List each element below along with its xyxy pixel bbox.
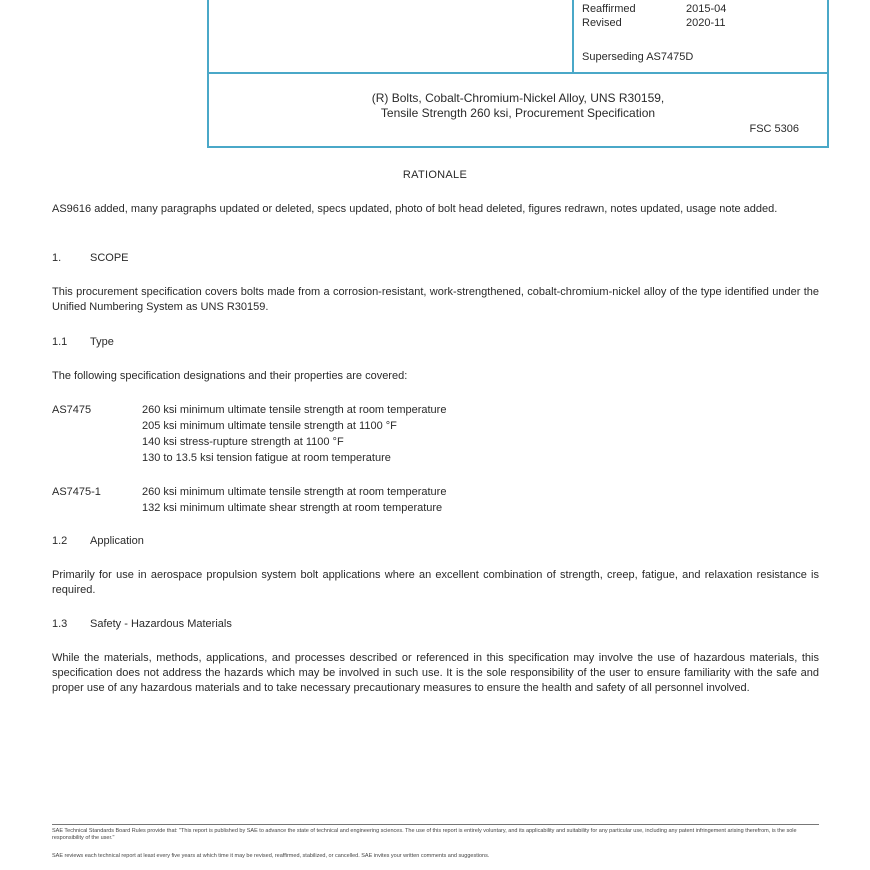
spec-designation xyxy=(52,484,752,516)
fsc-code: FSC 5306 xyxy=(749,123,799,135)
spec-property-line: 260 ksi minimum ultimate tensile strength at room temperature xyxy=(142,404,447,416)
section-heading-application xyxy=(52,535,144,547)
section-number: 1.3 xyxy=(52,618,68,630)
document-title-line2: Tensile Strength 260 ksi, Procurement Specification xyxy=(380,106,656,120)
footer-review-note: SAE reviews each technical report at least every five years at which time it may be revised, reaffirmed, stabilized, or cancelled. SAE invites your written comments and suggestions. xyxy=(52,853,490,859)
document-header-box xyxy=(207,0,829,148)
section-number: 1.2 xyxy=(52,535,68,547)
document-title-line1: (R) Bolts, Cobalt-Chromium-Nickel Alloy, UNS R30159, xyxy=(371,91,665,105)
section-heading-scope xyxy=(52,252,129,264)
rationale-heading: RATIONALE xyxy=(402,169,468,181)
section-number: 1.1 xyxy=(52,336,68,348)
date-label: Revised xyxy=(582,17,622,29)
date-row-reaffirmed xyxy=(582,2,726,16)
spec-code: AS7475-1 xyxy=(52,486,101,498)
section-title: SCOPE xyxy=(90,252,129,264)
spec-properties xyxy=(142,402,446,466)
date-value: 2015-04 xyxy=(686,3,727,15)
date-block xyxy=(582,2,726,30)
date-label: Reaffirmed xyxy=(582,3,636,15)
spec-property-line: 260 ksi minimum ultimate tensile strength at room temperature xyxy=(142,486,447,498)
footer-divider xyxy=(52,824,819,825)
application-text: Primarily for use in aerospace propulsion system bolt applications where an excellent combination of strength, creep, fatigue, and relaxation resistance is required. xyxy=(52,569,819,596)
date-row-revised xyxy=(582,16,726,30)
section-number: 1. xyxy=(52,252,62,264)
spec-designation xyxy=(52,402,752,466)
spec-property-line: 130 to 13.5 ksi tension fatigue at room temperature xyxy=(142,452,391,464)
section-heading-type xyxy=(52,336,114,348)
spec-properties xyxy=(142,484,446,516)
spec-property-line: 205 ksi minimum ultimate tensile strength at 1100 °F xyxy=(142,420,397,432)
section-title: Safety - Hazardous Materials xyxy=(90,618,232,630)
header-divider-horizontal xyxy=(209,72,827,74)
spec-code: AS7475 xyxy=(52,404,92,416)
footer-disclaimer: SAE Technical Standards Board Rules provide that: "This report is published by SAE to advance the state of technical and engineering sciences. The use of this report is entirely voluntary, and its applicability and suitability for any particular use, including any patent infringement arising therefrom, is the sole responsibility of the user." xyxy=(52,828,797,841)
type-intro-text: The following specification designations and their properties are covered: xyxy=(52,370,408,382)
document-title xyxy=(209,91,827,121)
superseding-note: Superseding AS7475D xyxy=(582,51,694,63)
section-heading-safety xyxy=(52,618,232,630)
safety-text: While the materials, methods, applications, and processes described or referenced in this specification may involve the use of hazardous materials, this specification does not address the hazards which may be involved in such use. It is the sole responsibility of the user to ensure familiarity with the safe and proper use of any hazardous materials and to take necessary precautionary measures to ensure the health and safety of all personnel involved. xyxy=(52,652,819,694)
spec-property-line: 132 ksi minimum ultimate shear strength at room temperature xyxy=(142,502,443,514)
spec-property-line: 140 ksi stress-rupture strength at 1100 °F xyxy=(142,436,344,448)
date-value: 2020-11 xyxy=(686,17,726,29)
header-divider-vertical xyxy=(572,0,574,72)
section-title: Application xyxy=(90,535,144,547)
rationale-text: AS9616 added, many paragraphs updated or deleted, specs updated, photo of bolt head deleted, figures redrawn, notes updated, usage note added. xyxy=(52,203,778,215)
scope-text: This procurement specification covers bolts made from a corrosion-resistant, work-strengthened, cobalt-chromium-nickel alloy of the type identified under the Unified Numbering System as UNS R30159. xyxy=(52,286,819,313)
section-title: Type xyxy=(90,336,114,348)
